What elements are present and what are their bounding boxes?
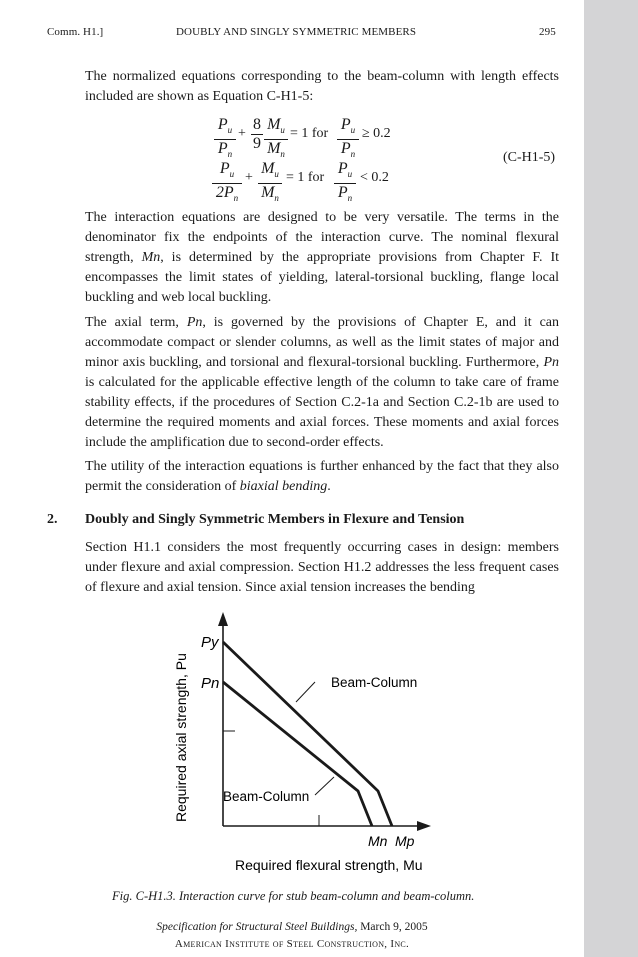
eq1-rhs: = 1 for bbox=[290, 126, 329, 141]
eq2-term1-fraction: $P_u$ $2P_n$ bbox=[212, 161, 242, 206]
page-number: 295 bbox=[539, 26, 556, 38]
x-axis-title: Required flexural strength, Mu bbox=[235, 857, 423, 873]
eq2-condition-fraction: $P_u$ $P_n$ bbox=[334, 161, 356, 206]
interaction-curve-figure bbox=[165, 610, 455, 880]
eq1-term2-fraction: $M_u$ $M_n$ bbox=[264, 117, 288, 162]
y-axis-arrow bbox=[218, 612, 228, 626]
biaxial-bending-term: biaxial bending bbox=[239, 479, 328, 494]
interaction-paragraph: The interaction equations are designed to be very versatile. The terms in the denominator fix the endpoints of the interaction curve. The nominal flexural strength, Mn, is determined by the appropriate provisions from Chapter F. It encompasses the limit states of yielding, lateral-torsional buckling, flange local buckling and web local buckling. bbox=[85, 210, 559, 305]
eq2-term2-fraction: $M_u$ $M_n$ bbox=[258, 161, 282, 206]
footer-spec: Specification for Structural Steel Buildings, March 9, 2005 bbox=[156, 921, 428, 933]
upper-callout-leader bbox=[296, 682, 315, 702]
eq1-term1-fraction bbox=[214, 117, 236, 162]
gray-sidebar bbox=[584, 0, 638, 957]
intro-paragraph: The normalized equations corresponding to the beam-column with length effects included are shown as Equation C-H1-5: bbox=[85, 69, 559, 104]
lower-callout-leader bbox=[315, 777, 334, 795]
eq2-plus: + bbox=[245, 170, 253, 185]
eq1-term1-num: $P_u$ bbox=[217, 116, 233, 136]
running-header-left: Comm. H1.] bbox=[47, 26, 104, 38]
eq1-plus: + bbox=[238, 126, 246, 141]
label-pn: Pn bbox=[201, 675, 220, 692]
utility-paragraph: The utility of the interaction equations is further enhanced by the fact that they also permit the consideration of biaxial bending. bbox=[85, 459, 559, 494]
figure-caption: Fig. C-H1.3. Interaction curve for stub beam-column and beam-column. bbox=[112, 889, 475, 903]
eq2-condition: < 0.2 bbox=[360, 170, 389, 185]
running-header-title: DOUBLY AND SINGLY SYMMETRIC MEMBERS bbox=[176, 26, 417, 38]
section-heading: Doubly and Singly Symmetric Members in Flexure and Tension bbox=[85, 512, 465, 527]
section-paragraph: Section H1.1 considers the most frequently occurring cases in design: members under flexure and axial compression. Section H1.2 addresses the less frequent cases of flexure and axial tension. Since axial tension increases the bending bbox=[85, 540, 559, 595]
axial-term-paragraph: The axial term, Pn, is governed by the provisions of Chapter E, and it can accommodate compact or slender columns, as well as the limit states of major and minor axis buckling, and torsional and flexural-torsional buckling. Furthermore, Pn is calculated for the applicable effective length of the column to take care of frame stability effects, if the procedures of Section C.2-1a and Section C.2-1b are used to determine the required moments and axial forces. These moments and axial forces include the amplification due to second-order effects. bbox=[85, 315, 559, 450]
upper-beam-column-label: Beam-Column bbox=[331, 675, 418, 690]
equation-number: (C-H1-5) bbox=[503, 150, 556, 165]
label-py: Py bbox=[201, 634, 219, 651]
lower-beam-column-label: Beam-Column bbox=[223, 789, 310, 804]
eq2-rhs: = 1 for bbox=[286, 170, 325, 185]
lower-interaction-curve bbox=[223, 682, 372, 826]
section-number: 2. bbox=[47, 512, 58, 527]
eq1-term1-den: $P_n$ bbox=[217, 140, 233, 160]
symbol-pn: Pn bbox=[186, 315, 203, 330]
eq1-condition: ≥ 0.2 bbox=[362, 126, 391, 141]
footer-publisher: American Institute of Steel Construction, Inc. bbox=[174, 938, 410, 950]
eq1-condition-fraction: $P_u$ $P_n$ bbox=[337, 117, 359, 162]
label-mn: Mn bbox=[368, 833, 388, 849]
symbol-pn-2: Pn bbox=[543, 355, 559, 370]
x-axis-arrow bbox=[417, 821, 431, 831]
label-mp: Mp bbox=[395, 833, 415, 849]
symbol-mn: Mn bbox=[141, 250, 161, 265]
y-axis-title: Required axial strength, Pu bbox=[173, 653, 189, 822]
eq1-coef-fraction: 8 9 bbox=[253, 116, 261, 152]
